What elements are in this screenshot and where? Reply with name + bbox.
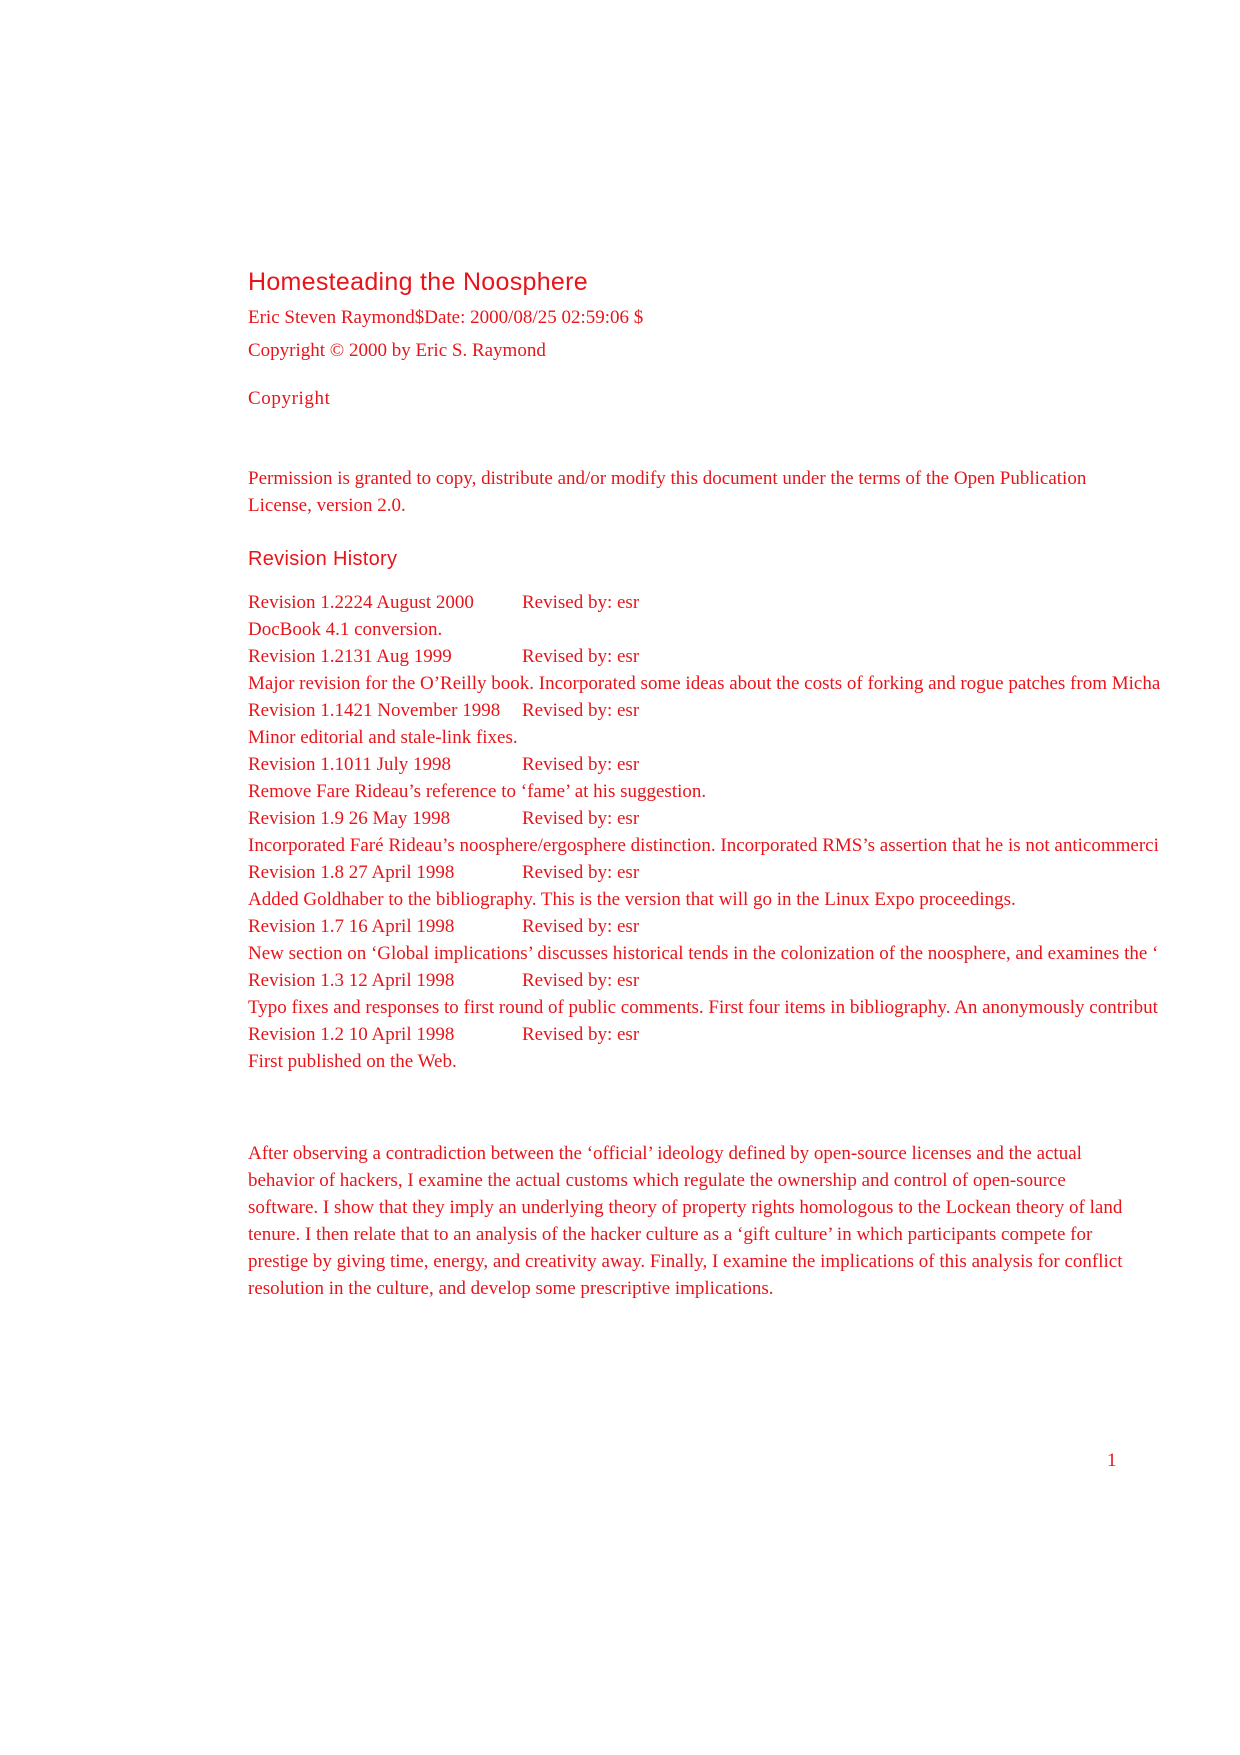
permission-text: Permission is granted to copy, distribute and/or modify this document under the terms of the Open Publication License, version 2.0. <box>248 468 1087 516</box>
revised-by: Revised by: esr <box>522 808 640 829</box>
revised-by: Revised by: esr <box>522 1024 640 1045</box>
copyright-heading: Copyright <box>248 388 331 409</box>
revision-row <box>248 913 1240 940</box>
revision-history-list <box>248 589 1240 1075</box>
revision-description: Added Goldhaber to the bibliography. This is the version that will go in the Linux Expo proceedings. <box>248 889 1016 910</box>
revision-description: Typo fixes and responses to first round of public comments. First four items in bibliography. An anonymously contribut <box>248 997 1158 1018</box>
copyright-line: Copyright © 2000 by Eric S. Raymond <box>248 340 546 361</box>
page-number: 1 <box>1107 1450 1117 1471</box>
revision-label: Revision 1.2 10 April 1998 <box>248 1024 455 1045</box>
revision-description: DocBook 4.1 conversion. <box>248 619 443 640</box>
revision-label: Revision 1.1421 November 1998 <box>248 700 501 721</box>
author-line: Eric Steven Raymond$Date: 2000/08/25 02:59:06 $ <box>248 307 644 328</box>
revision-row <box>248 1021 1240 1048</box>
revised-by: Revised by: esr <box>522 592 640 613</box>
revision-row <box>248 697 1240 724</box>
revision-description: First published on the Web. <box>248 1051 457 1072</box>
revision-description: New section on ‘Global implications’ discusses historical tends in the colonization of the noosphere, and examines the ‘ <box>248 943 1159 964</box>
revision-history-heading: Revision History <box>248 548 398 570</box>
abstract-paragraph: After observing a contradiction between the ‘official’ ideology defined by open-source licenses and the actual behavior of hackers, I examine the actual customs which regulate the ownership and control of open-source software. I show that they imply an underlying theory of property rights homologous to the Lockean theory of land tenure. I then relate that to an analysis of the hacker culture as a ‘gift culture’ in which participants compete for prestige by giving time, energy, and creativity away. Finally, I examine the implications of this analysis for conflict resolution in the culture, and develop some prescriptive implications. <box>248 1143 1123 1299</box>
revised-by: Revised by: esr <box>522 970 640 991</box>
revision-description: Incorporated Faré Rideau’s noosphere/ergosphere distinction. Incorporated RMS’s assertion that he is not anticommerci <box>248 835 1159 856</box>
revised-by: Revised by: esr <box>522 862 640 883</box>
revision-description: Minor editorial and stale-link fixes. <box>248 727 518 748</box>
revised-by: Revised by: esr <box>522 646 640 667</box>
revision-row <box>248 751 1240 778</box>
revision-row <box>248 643 1240 670</box>
revision-label: Revision 1.8 27 April 1998 <box>248 862 455 883</box>
revision-label: Revision 1.9 26 May 1998 <box>248 808 451 829</box>
document-title: Homesteading the Noosphere <box>248 268 588 296</box>
revision-row <box>248 589 1240 616</box>
revision-label: Revision 1.1011 July 1998 <box>248 754 452 775</box>
revision-label: Revision 1.2131 Aug 1999 <box>248 646 452 667</box>
revised-by: Revised by: esr <box>522 754 640 775</box>
revision-label: Revision 1.2224 August 2000 <box>248 592 474 613</box>
revision-row <box>248 967 1240 994</box>
revision-label: Revision 1.3 12 April 1998 <box>248 970 455 991</box>
revision-row <box>248 805 1240 832</box>
revision-description: Major revision for the O’Reilly book. Incorporated some ideas about the costs of forking and rogue patches from Micha <box>248 673 1161 694</box>
revision-label: Revision 1.7 16 April 1998 <box>248 916 455 937</box>
revision-row <box>248 859 1240 886</box>
revision-description: Remove Fare Rideau’s reference to ‘fame’ at his suggestion. <box>248 781 707 802</box>
revised-by: Revised by: esr <box>522 916 640 937</box>
revised-by: Revised by: esr <box>522 700 640 721</box>
